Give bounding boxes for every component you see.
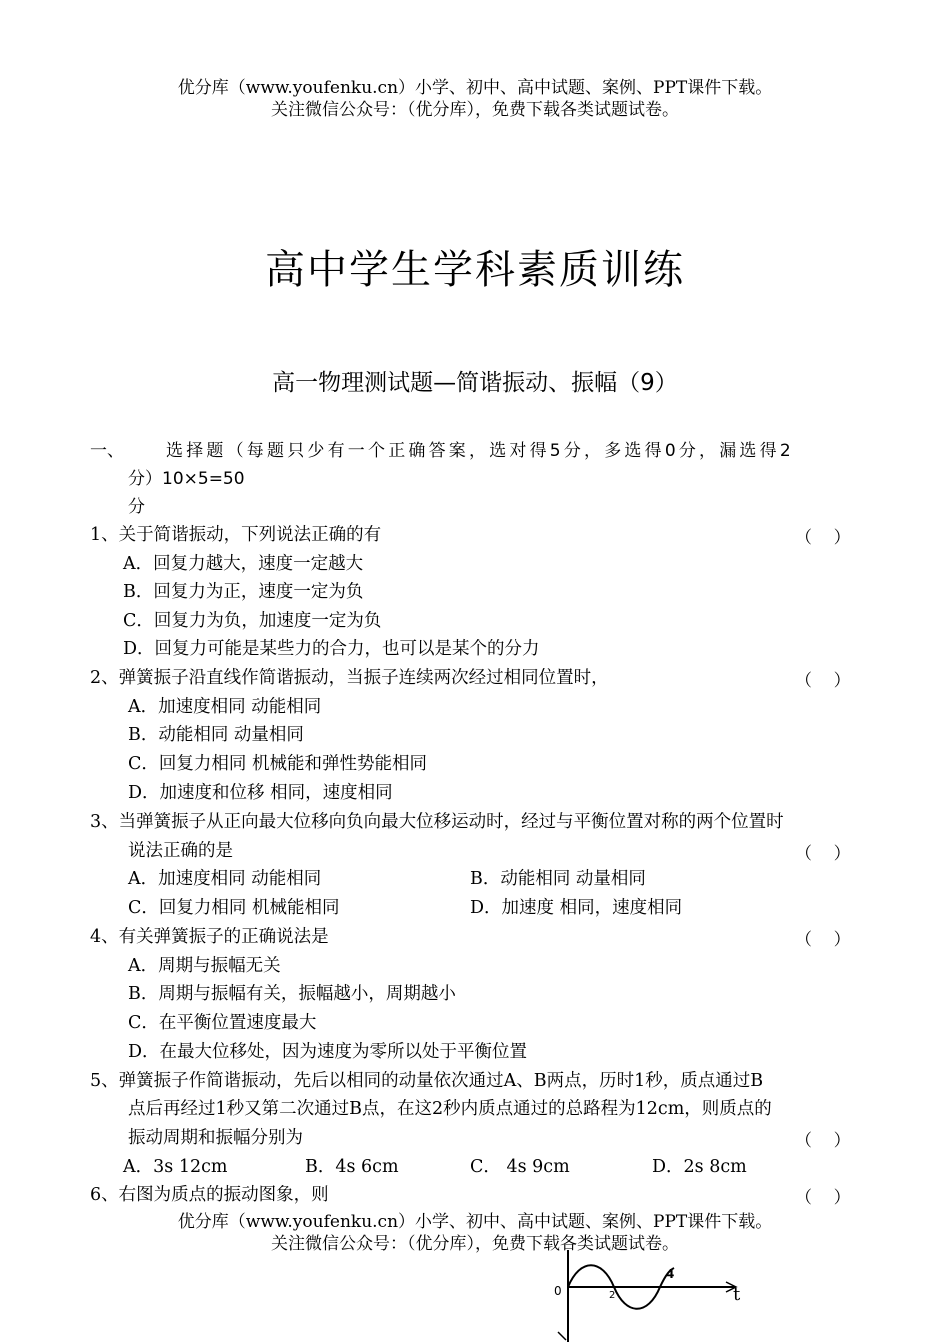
section-instruction-line-2: 分）10×5=50 [128, 469, 245, 489]
question-2-option-b: B．动能相同 动量相同 [128, 725, 304, 745]
question-5-option-d: D．2s 8cm [652, 1157, 747, 1177]
question-3-option-d: D．加速度 相同，速度相同 [470, 898, 683, 918]
question-6-stem: 6、右图为质点的振动图象，则 [90, 1185, 329, 1205]
header-line-2: 关注微信公众号：（优分库），免费下载各类试题试卷。 [271, 100, 679, 120]
question-5-stem-line-2: 点后再经过1秒又第二次通过B点，在这2秒内质点通过的总路程为12cm，则质点的 [128, 1099, 772, 1119]
question-5-option-c: C． 4s 9cm [470, 1157, 570, 1177]
question-3-option-b: B．动能相同 动量相同 [470, 869, 646, 889]
question-4-option-a: A．周期与振幅无关 [128, 956, 281, 976]
graph-origin-label: 0 [554, 1284, 562, 1298]
vibration-graph [540, 1250, 750, 1342]
question-3-answer-blank: （ ） [795, 844, 851, 864]
graph-y-axis-tail [558, 1332, 566, 1340]
question-4-option-d: D．在最大位移处，因为速度为零所以处于平衡位置 [128, 1042, 528, 1062]
question-1-option-b: B．回复力为正，速度一定为负 [123, 582, 364, 602]
question-2-option-c: C．回复力相同 机械能和弹性势能相同 [128, 754, 427, 774]
question-1-stem: 1、关于简谐振动，下列说法正确的有 [90, 525, 382, 545]
header-line-1: 优分库（www.youfenku.cn）小学、初中、高中试题、案例、PPT课件下载。 [177, 78, 773, 98]
question-3-stem-continued: 说法正确的是 [128, 841, 233, 861]
question-5-option-b: B．4s 6cm [305, 1157, 399, 1177]
question-4-stem: 4、有关弹簧振子的正确说法是 [90, 927, 329, 947]
section-instruction-line-3: 分 [128, 497, 145, 517]
question-5-stem-line-3: 振动周期和振幅分别为 [128, 1128, 303, 1148]
question-2-stem: 2、弹簧振子沿直线作简谐振动，当振子连续两次经过相同位置时， [90, 668, 609, 688]
question-1-option-a: A．回复力越大，速度一定越大 [123, 554, 364, 574]
question-3-option-a: A．加速度相同 动能相同 [128, 869, 322, 889]
graph-t-label: t [733, 1284, 741, 1305]
section-instruction-line-1: 选择题（每题只少有一个正确答案，选对得5分，多选得0分，漏选得2 [166, 441, 794, 461]
question-4-answer-blank: （ ） [795, 930, 851, 950]
page-subtitle: 高一物理测试题—简谐振动、振幅（9） [272, 370, 678, 396]
question-2-answer-blank: （ ） [795, 671, 851, 691]
question-1-option-c: C．回复力为负，加速度一定为负 [123, 611, 382, 631]
section-number: 一、 [90, 441, 124, 461]
question-5-option-a: A．3s 12cm [123, 1157, 228, 1177]
question-4-option-b: B．周期与振幅有关，振幅越小，周期越小 [128, 984, 456, 1004]
footer-line-2: 关注微信公众号：（优分库），免费下载各类试题试卷。 [271, 1234, 679, 1254]
question-2-option-d: D．加速度和位移 相同，速度相同 [128, 783, 393, 803]
graph-tick-4: 4 [666, 1267, 675, 1281]
question-5-stem: 5、弹簧振子作简谐振动，先后以相同的动量依次通过A、B两点，历时1秒，质点通过B [90, 1071, 764, 1091]
question-6-answer-blank: （ ） [795, 1188, 851, 1208]
question-5-answer-blank: （ ） [795, 1131, 851, 1151]
question-3-option-c: C．回复力相同 机械能相同 [128, 898, 340, 918]
graph-tick-2: 2 [609, 1290, 616, 1301]
question-4-option-c: C．在平衡位置速度最大 [128, 1013, 317, 1033]
footer-line-1: 优分库（www.youfenku.cn）小学、初中、高中试题、案例、PPT课件下载。 [177, 1212, 773, 1232]
page-title: 高中学生学科素质训练 [265, 247, 685, 293]
question-1-option-d: D．回复力可能是某些力的合力，也可以是某个的分力 [123, 639, 540, 659]
question-3-stem: 3、当弹簧振子从正向最大位移向负向最大位移运动时，经过与平衡位置对称的两个位置时 [90, 812, 784, 832]
question-1-answer-blank: （ ） [795, 528, 851, 548]
question-2-option-a: A．加速度相同 动能相同 [128, 697, 322, 717]
